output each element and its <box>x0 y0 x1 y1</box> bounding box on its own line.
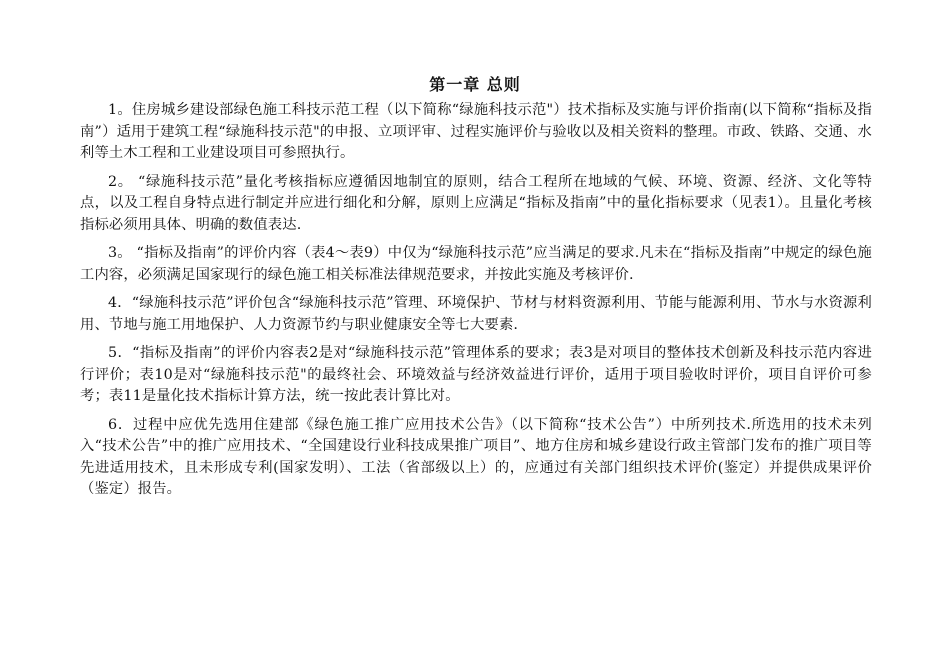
paragraph-2: 2。 “绿施科技示范”量化考核指标应遵循因地制宜的原则，结合工程所在地域的气候、环境、资源、经济、文化等特点，以及工程自身特点进行制定并应进行细化和分解，原则上应满足“指标及指南”中的量化指标要求（见表1）。且量化考核指标必须用具体、明确的数值表达. <box>80 173 872 233</box>
paragraph-1: 1。住房城乡建设部绿色施工科技示范工程（以下简称“绿施科技示范"）技术指标及实施与评价指南(以下简称“指标及指南”）适用于建筑工程“绿施科技示范"的申报、立项评审、过程实施评价与验收以及相关资料的整理。市政、铁路、交通、水利等土木工程和工业建设项目可参照执行。 <box>80 102 872 161</box>
chapter-title: 第一章 总则 <box>429 75 521 94</box>
paragraph-4: 4．“绿施科技示范”评价包含“绿施科技示范”管理、环境保护、节材与材料资源利用、节能与能源利用、节水与水资源利用、节地与施工用地保护、人力资源节约与职业健康安全等七大要素. <box>80 295 872 333</box>
paragraph-6: 6．过程中应优先选用住建部《绿色施工推广应用技术公告》（以下简称“技术公告”）中所列技术.所选用的技术未列入“技术公告”中的推广应用技术、“全国建设行业科技成果推广项目”、地方住房和城乡建设行政主管部门发布的推广项目等先进适用技术，且未形成专利(国家发明）、工法（省部级以上）的，应通过有关部门组织技术评价(鉴定）并提供成果评价（鉴定）报告。 <box>80 416 872 497</box>
body-text <box>80 100 872 508</box>
paragraph-5: 5．“指标及指南”的评价内容表2是对“绿施科技示范”管理体系的要求；表3是对项目的整体技术创新及科技示范内容进行评价；表10是对“绿施科技示范"的最终社会、环境效益与经济效益进行评价，适用于项目验收时评价，项目自评价可参考；表11是量化技术指标计算方法，统一按此表计算比对。 <box>80 345 872 404</box>
paragraph-3: 3。 “指标及指南”的评价内容（表4～表9）中仅为“绿施科技示范”应当满足的要求.凡未在“指标及指南”中规定的绿色施工内容，必须满足国家现行的绿色施工相关标准法律规范要求，并按此实施及考核评价. <box>80 245 872 283</box>
